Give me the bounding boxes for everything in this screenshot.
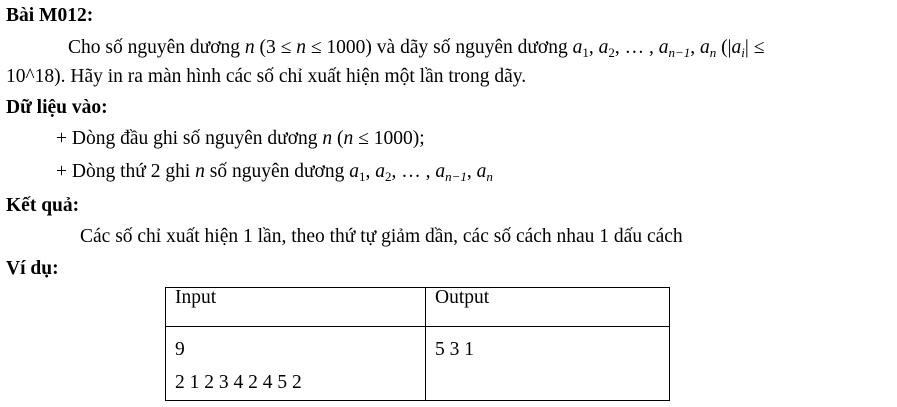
abs-constraint: ($|a_i|$ ≤	[721, 37, 765, 60]
seq-a2: $a_2$	[598, 37, 615, 60]
input-cell	[166, 327, 426, 401]
seq2-an1: $a_{n-1}$	[435, 161, 467, 184]
seq-a1: $a_1$	[572, 37, 589, 60]
input-heading: Dữ liệu vào:	[6, 97, 108, 118]
constraint-n: n	[296, 37, 306, 58]
statement-line-2: 10^18). Hãy in ra màn hình các số chỉ xuất hiện một lần trong dãy.	[6, 66, 527, 87]
input-line-values: 2 1 2 3 4 2 4 5 2	[175, 371, 302, 393]
seq-an: $a_n$	[700, 37, 717, 60]
input-line-n: 9	[175, 339, 185, 360]
output-text: Các số chỉ xuất hiện 1 lần, theo thứ tự giảm dần, các số cách nhau 1 dấu cách	[80, 226, 683, 247]
example-table	[165, 287, 670, 401]
seq-an1: $a_{n-1}$	[658, 37, 691, 60]
example-table-row	[166, 327, 670, 401]
constraint-open: (3 ≤	[259, 37, 292, 58]
statement-intro: Cho số nguyên dương	[68, 37, 241, 58]
input-line-2: + Dòng thứ 2 ghi n số nguyên dương $a_1$, $a_2$, … , $a_{n-1}$, $a_n$	[56, 161, 493, 184]
seq2-a2: $a_2$	[375, 161, 392, 184]
statement-line-1: Cho số nguyên dương n (3 ≤ n ≤ 1000) và dãy số nguyên dương $a_1$, $a_2$, … , $a_{n-1}$, $a_n$ ($|a_i|$ ≤	[68, 37, 765, 60]
var-n: n	[244, 37, 255, 58]
output-heading: Kết quả:	[6, 195, 80, 216]
output-header-cell: Output	[426, 288, 670, 327]
example-heading: Ví dụ:	[6, 258, 59, 279]
example-table-header-row	[166, 288, 670, 327]
seq2-an: $a_n$	[476, 161, 493, 184]
output-line-values: 5 3 1	[435, 339, 474, 360]
seq2-a1: $a_1$	[349, 161, 366, 184]
constraint-close: ≤ 1000)	[310, 37, 372, 58]
input-header-cell: Input	[166, 288, 426, 327]
statement-middle: và dãy số nguyên dương	[376, 37, 568, 58]
output-cell	[426, 327, 670, 401]
problem-title: Bài M012:	[6, 5, 94, 26]
seq-dots: , … ,	[614, 37, 654, 58]
input-line-1: + Dòng đầu ghi số nguyên dương n (n ≤ 1000);	[56, 128, 425, 149]
